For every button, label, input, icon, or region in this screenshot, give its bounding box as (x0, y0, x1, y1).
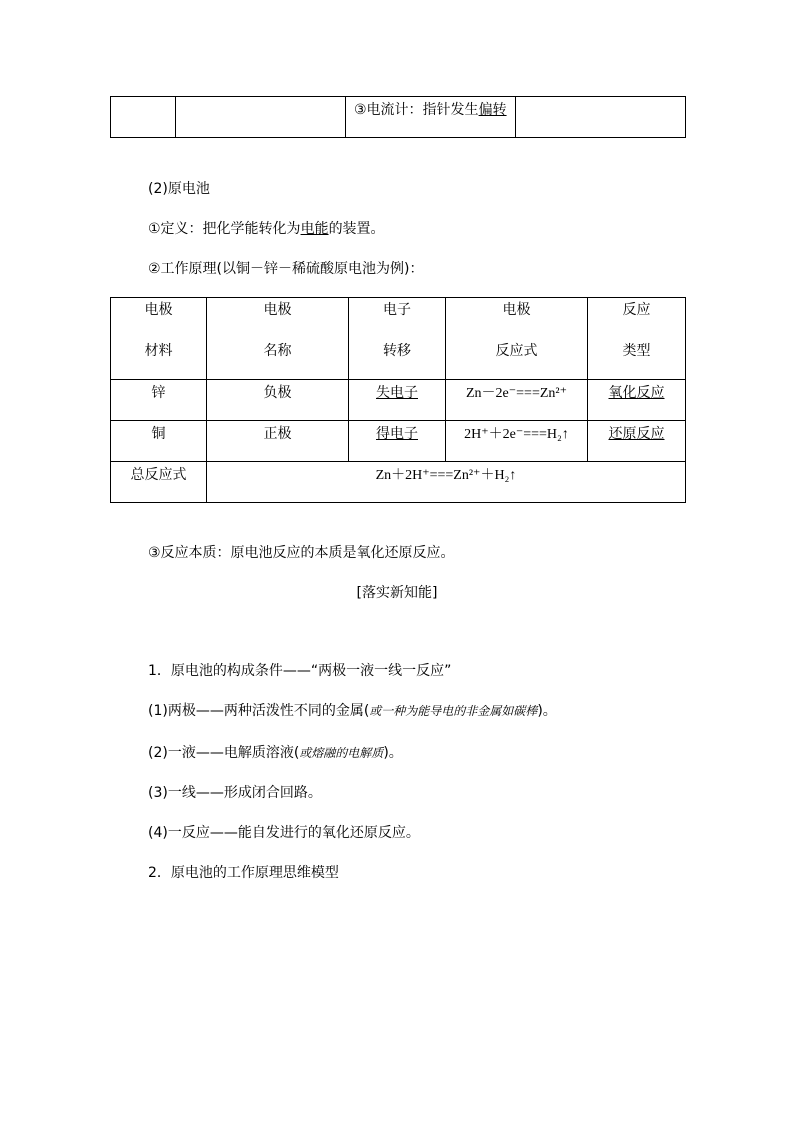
row-copper-electron: 得电子 (349, 421, 446, 462)
row-zinc-equation: Zn－2e⁻===Zn²⁺ (446, 380, 588, 421)
table-row (111, 380, 686, 421)
top-cell-empty-3 (516, 97, 686, 138)
table-row (111, 462, 686, 503)
row-copper-type: 还原反应 (588, 421, 686, 462)
top-table (110, 96, 686, 138)
point1-item-3: (3)一线——形成闭合回路。 (148, 785, 322, 801)
row-copper-material: 铜 (111, 421, 207, 462)
point2-title: 2．原电池的工作原理思维模型 (148, 865, 339, 881)
header-electron: 电子 转移 (349, 298, 446, 380)
header-name: 电极 名称 (207, 298, 349, 380)
row-zinc-type: 氧化反应 (588, 380, 686, 421)
principle-table (110, 297, 686, 503)
top-cell-galvanometer: ③电流计：指针发生偏转 (346, 97, 516, 138)
section-heading: [落实新知能] (356, 585, 438, 601)
point1-item-1: (1)两极——两种活泼性不同的金属(或一种为能导电的非金属如碳棒)。 (148, 703, 557, 719)
top-cell-empty-2 (176, 97, 346, 138)
row-zinc-electron: 失电子 (349, 380, 446, 421)
row-zinc-material: 锌 (111, 380, 207, 421)
row-copper-equation: 2H⁺＋2e⁻===H₂↑ (446, 421, 588, 462)
section2-title: (2)原电池 (148, 181, 210, 197)
header-equation: 电极 反应式 (446, 298, 588, 380)
point1-item-2: (2)一液——电解质溶液(或熔融的电解质)。 (148, 745, 403, 761)
top-cell-empty-1 (111, 97, 176, 138)
principle-line: ②工作原理(以铜－锌－稀硫酸原电池为例)： (148, 261, 424, 277)
definition-line: ①定义：把化学能转化为电能的装置。 (148, 221, 385, 237)
essence-line: ③反应本质：原电池反应的本质是氧化还原反应。 (148, 545, 455, 561)
header-type: 反应 类型 (588, 298, 686, 380)
point1-title: 1．原电池的构成条件——“两极一液一线一反应” (148, 663, 452, 679)
row-zinc-name: 负极 (207, 380, 349, 421)
row-copper-name: 正极 (207, 421, 349, 462)
table-row (111, 421, 686, 462)
header-material: 电极 材料 (111, 298, 207, 380)
point1-item-4: (4)一反应——能自发进行的氧化还原反应。 (148, 825, 420, 841)
total-equation: Zn＋2H⁺===Zn²⁺＋H₂↑ (207, 462, 686, 503)
total-label: 总反应式 (111, 462, 207, 503)
